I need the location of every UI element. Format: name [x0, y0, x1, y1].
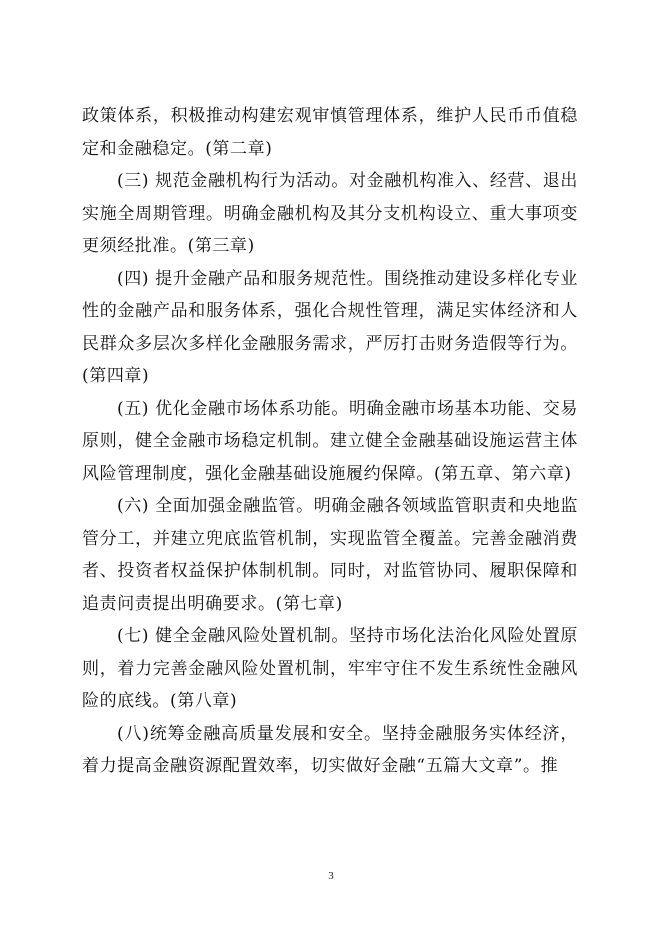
paragraph-4: (五) 优化金融市场体系功能。明确金融市场基本功能、交易原则，健全金融市场稳定机制。建立健全金融基础设施运营主体风险管理制度，强化金融基础设施履约保障。(第五章、第六章) — [82, 398, 578, 484]
paragraph-1: 政策体系，积极推动构建宏观审慎管理体系，维护人民币币值稳定和金融稳定。(第二章) — [82, 106, 578, 159]
paragraph-7: (八)统筹金融高质量发展和安全。坚持金融服务实体经济，着力提高金融资源配置效率，切实做好金融“五篇大文章”。推 — [82, 723, 578, 776]
paragraph-2: (三) 规范金融机构行为活动。对金融机构准入、经营、退出实施全周期管理。明确金融机构及其分支机构设立、重大事项变更须经批准。(第三章) — [82, 171, 578, 256]
paragraph-5: (六) 全面加强金融监管。明确金融各领域监管职责和央地监管分工，并建立兜底监管机制，实现监管全覆盖。完善金融消费者、投资者权益保护体制机制。同时，对监管协同、履职保障和追责问责提出明确要求。(第七章) — [82, 496, 578, 614]
paragraph-6: (七) 健全金融风险处置机制。坚持市场化法治化风险处置原则，着力完善金融风险处置机制，牢牢守住不发生系统性金融风险的底线。(第八章) — [82, 626, 578, 711]
document-body — [82, 100, 578, 783]
paragraph-3: (四) 提升金融产品和服务规范性。围绕推动建设多样化专业性的金融产品和服务体系，强化合规性管理，满足实体经济和人民群众多层次多样化金融服务需求，严厉打击财务造假等行为。(第四章) — [82, 268, 578, 386]
page-number: 3 — [328, 870, 334, 882]
